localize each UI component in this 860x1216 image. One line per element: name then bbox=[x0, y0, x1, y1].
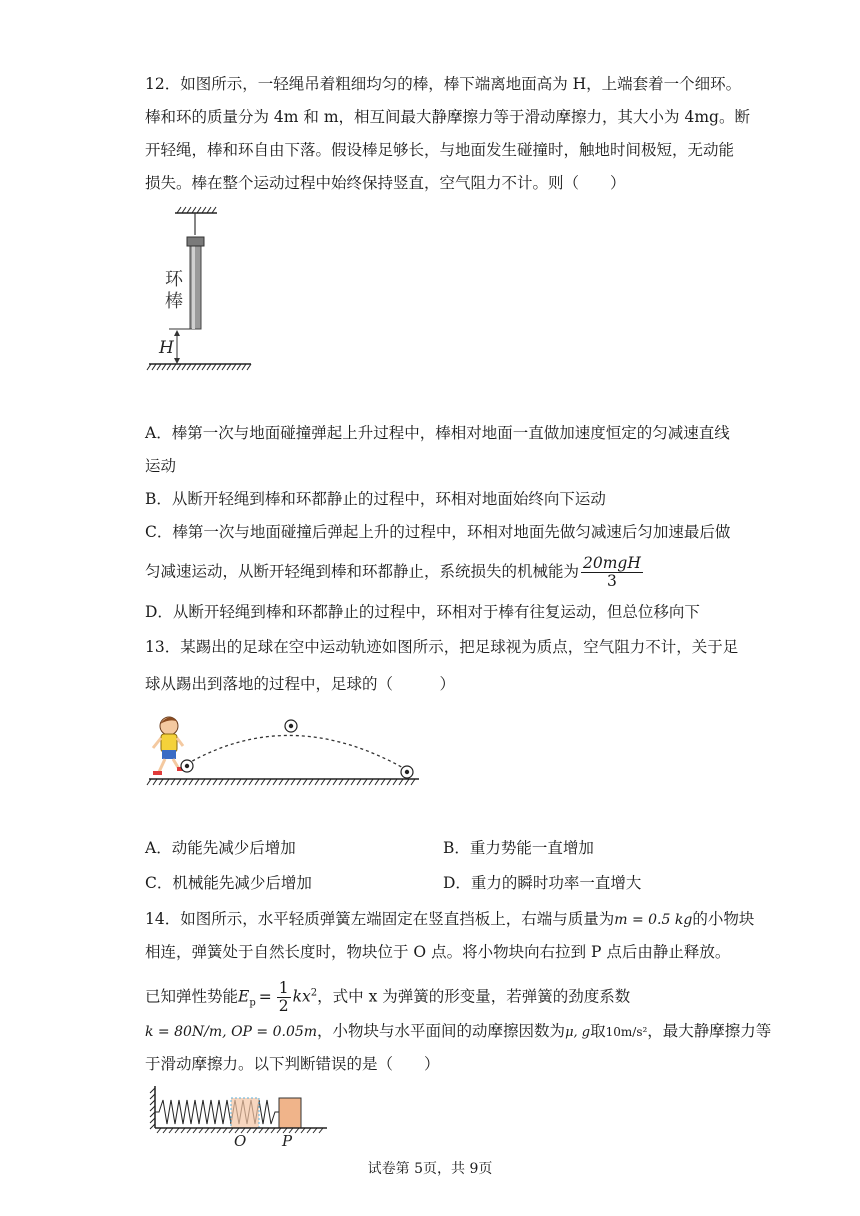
q14-k-op: k = 80N/m, OP = 0.05m bbox=[145, 1024, 318, 1040]
q12-line-1: 12．如图所示，一轻绳吊着粗细均匀的棒，棒下端离地面高为 H，上端套着一个细环。 bbox=[145, 75, 742, 93]
football-start bbox=[181, 760, 193, 772]
q12-option-c-2 bbox=[145, 555, 645, 590]
spring bbox=[155, 1100, 279, 1124]
q12-line-4: 损失。棒在整个运动过程中始终保持竖直，空气阻力不计。则（ ） bbox=[145, 174, 626, 192]
q13-option-a: A．动能先减少后增加 bbox=[145, 839, 296, 857]
label-p: P bbox=[282, 1132, 293, 1150]
q12-option-c-fraction bbox=[581, 555, 643, 590]
q12-figure bbox=[145, 205, 265, 375]
q14-line-3-start: 已知弹性势能 bbox=[145, 987, 239, 1006]
page-footer: 试卷第 5页，共 9页 bbox=[367, 1161, 493, 1177]
rod-label: 棒 bbox=[165, 291, 183, 312]
football-top bbox=[285, 720, 297, 732]
q14-ep: E bbox=[238, 987, 250, 1006]
q14-frac-num: 1 bbox=[278, 979, 289, 997]
q14-mu-g: μ, g bbox=[565, 1025, 591, 1040]
q14-g-value: 10m/s² bbox=[605, 1025, 648, 1039]
q14-kx-sup: 2 bbox=[310, 987, 318, 999]
q13-figure bbox=[145, 712, 425, 787]
child-figure bbox=[153, 717, 185, 775]
q14-figure bbox=[145, 1082, 335, 1152]
q14-line-1-text: 14．如图所示，水平轻质弹簧左端固定在竖直挡板上，右端与质量为 bbox=[145, 910, 615, 928]
q14-kx: kx bbox=[292, 987, 311, 1006]
q13-option-b: B．重力势能一直增加 bbox=[443, 839, 594, 857]
q12-option-b: B．从断开轻绳到棒和环都静止的过程中，环相对地面始终向下运动 bbox=[145, 490, 606, 508]
q13-line-1: 13．某踢出的足球在空中运动轨迹如图所示，把足球视为质点，空气阻力不计，关于足 bbox=[145, 638, 739, 656]
height-label: H bbox=[159, 338, 174, 358]
q13-option-c: C．机械能先减少后增加 bbox=[145, 874, 312, 892]
label-o: O bbox=[234, 1132, 247, 1150]
q14-line-3 bbox=[145, 980, 630, 1015]
q14-line-4-mid: ，小物块与水平面间的动摩擦因数为 bbox=[317, 1022, 566, 1040]
ring-label: 环 bbox=[165, 269, 183, 290]
ring bbox=[187, 237, 204, 246]
q14-half-fraction bbox=[277, 980, 291, 1015]
q12-option-c-frac-num: 20mgH bbox=[583, 554, 641, 572]
rod bbox=[190, 239, 201, 329]
q14-line-5: 于滑动摩擦力。以下判断错误的是（ ） bbox=[145, 1055, 440, 1073]
q14-take: 取 bbox=[590, 1022, 606, 1040]
q13-line-2: 球从踢出到落地的过程中，足球的（ ） bbox=[145, 675, 456, 693]
q13-option-d: D．重力的瞬时功率一直增大 bbox=[443, 874, 642, 892]
football-end bbox=[401, 766, 413, 778]
q12-option-a-1: A．棒第一次与地面碰撞弹起上升过程中，棒相对地面一直做加速度恒定的匀减速直线 bbox=[145, 424, 730, 442]
q12-option-c-2-text: 匀减速运动，从断开轻绳到棒和环都静止，系统损失的机械能为 bbox=[145, 562, 580, 581]
q12-line-2: 棒和环的质量分为 4m 和 m，相互间最大静摩擦力等于滑动摩擦力，其大小为 4mg。断 bbox=[145, 108, 750, 126]
q12-option-d: D．从断开轻绳到棒和环都静止的过程中，环相对于棒有往复运动，但总位移向下 bbox=[145, 603, 700, 621]
q12-option-c-1: C．棒第一次与地面碰撞后弹起上升的过程中，环相对地面先做匀减速后匀加速最后做 bbox=[145, 523, 731, 541]
q14-eq: = bbox=[258, 987, 272, 1006]
q12-option-a-2: 运动 bbox=[145, 457, 177, 475]
q14-line-4-end: ，最大静摩擦力等 bbox=[647, 1022, 772, 1040]
q12-option-c-frac-den: 3 bbox=[607, 572, 617, 590]
q14-line-2: 相连，弹簧处于自然长度时，物块位于 O 点。将小物块向右拉到 P 点后由静止释放。 bbox=[145, 943, 731, 961]
q14-line-1-end: 的小物块 bbox=[692, 910, 755, 928]
q12-line-3: 开轻绳，棒和环自由下落。假设棒足够长，与地面发生碰撞时，触地时间极短，无动能 bbox=[145, 141, 735, 159]
block bbox=[279, 1098, 301, 1128]
q14-mass: m = 0.5 kg bbox=[614, 912, 693, 928]
q14-line-3-end: ，式中 x 为弹簧的形变量，若弹簧的劲度系数 bbox=[317, 987, 631, 1006]
q14-line-4 bbox=[145, 1021, 771, 1043]
q14-ep-sub: p bbox=[249, 997, 256, 1009]
q14-line-1 bbox=[145, 909, 754, 930]
q14-frac-den: 2 bbox=[278, 997, 289, 1015]
